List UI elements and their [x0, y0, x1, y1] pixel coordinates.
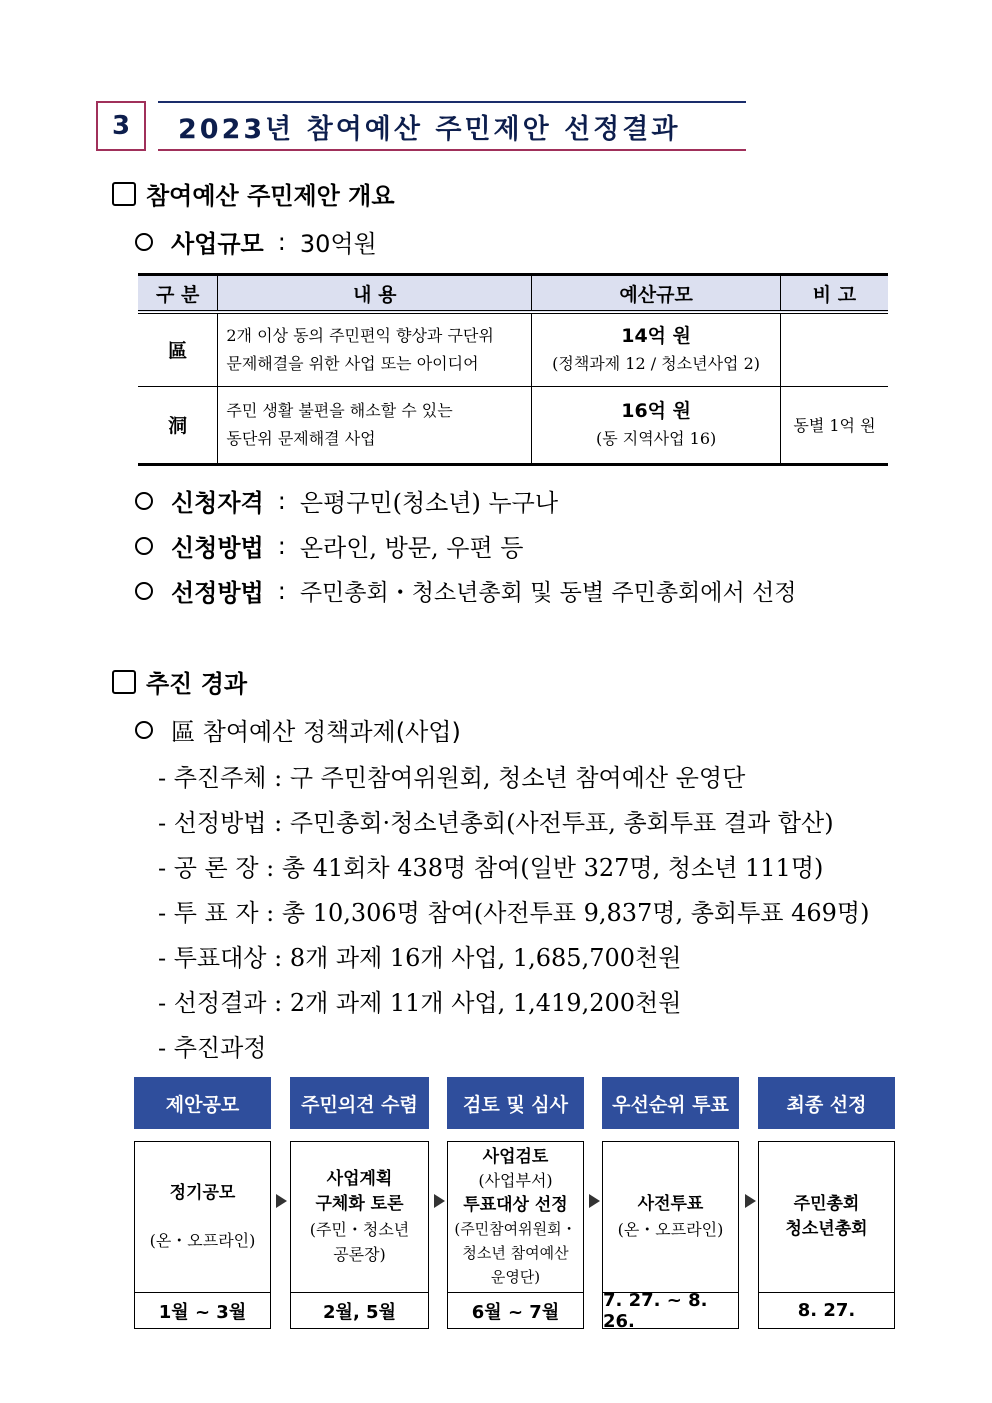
stage-body: [134, 1141, 271, 1293]
overview-heading-text: 참여예산 주민제안 개요: [146, 182, 395, 210]
stage-title: 우선순위 투표: [602, 1077, 739, 1129]
qualification-value: 은평구민(청소년) 누구나: [299, 489, 559, 517]
circle-bullet-icon: [135, 537, 153, 555]
row-content: [218, 312, 532, 386]
stage-body-main: 사업검토: [482, 1147, 549, 1167]
stage-title: 검토 및 심사: [447, 1077, 584, 1129]
results-line: - 선정방법 : 주민총회·청소년총회(사전투표, 총회투표 결과 합산): [158, 809, 834, 837]
separator: :: [277, 486, 286, 515]
stage-date: 8. 27.: [758, 1293, 895, 1329]
results-line: - 추진주체 : 구 주민참여위원회, 청소년 참여예산 운영단: [158, 764, 746, 792]
stage-body: [290, 1141, 429, 1293]
stage-date: 6월 ~ 7월: [447, 1293, 584, 1329]
results-heading-text: 추진 경과: [146, 670, 248, 698]
col-header-budget: 예산규모: [532, 275, 781, 313]
qualification-label: 신청자격: [171, 489, 264, 517]
stage-body-note: (주민참여위원회・ 청소년 참여예산 운영단): [454, 1220, 577, 1286]
selection-value: 주민총회・청소년총회 및 동별 주민총회에서 선정: [299, 580, 797, 606]
checkbox-square-icon: [112, 670, 136, 694]
stage-title: 제안공모: [134, 1077, 271, 1129]
stage-body-note: (온・오프라인): [617, 1220, 724, 1239]
arrow-right-icon: [589, 1194, 600, 1208]
row-content-line1: 주민 생활 불편을 해소할 수 있는: [226, 400, 453, 420]
stage-date: 2월, 5월: [290, 1293, 429, 1329]
stage-body-note: (주민・청소년 공론장): [309, 1220, 410, 1264]
circle-bullet-icon: [135, 492, 153, 510]
arrow-right-icon: [276, 1194, 287, 1208]
row-content-line1: 2개 이상 동의 주민편익 향상과 구단위: [226, 325, 494, 345]
stage-date: 1월 ~ 3월: [134, 1293, 271, 1329]
row-content-line2: 문제해결을 위한 사업 또는 아이디어: [226, 353, 479, 373]
stage-body: [758, 1141, 895, 1293]
stage-body-main: 사전투표: [637, 1194, 704, 1214]
row-budget-detail: (동 지역사업 16): [595, 428, 717, 448]
method-value: 온라인, 방문, 우편 등: [299, 534, 524, 562]
stage-body-main: 사업계획: [326, 1169, 393, 1189]
results-line: - 투 표 자 : 총 10,306명 참여(사전투표 9,837명, 총회투표 469명): [158, 899, 870, 927]
arrow-right-icon: [745, 1194, 756, 1208]
row-content: [218, 386, 532, 464]
results-line: - 공 론 장 : 총 41회차 438명 참여(일반 327명, 청소년 111명): [158, 854, 824, 882]
scale-item: [135, 224, 377, 259]
scale-value: 30억원: [299, 230, 377, 258]
results-sub-text: 區 참여예산 정책과제(사업): [171, 718, 461, 746]
stage-body-main: 정기공모: [169, 1183, 236, 1203]
separator: :: [277, 576, 286, 605]
row-gubun: 洞: [138, 386, 218, 464]
row-note: 동별 1억 원: [780, 386, 888, 464]
results-line: - 선정결과 : 2개 과제 11개 사업, 1,419,200천원: [158, 989, 682, 1017]
row-budget-amount: 16억 원: [621, 399, 691, 422]
row-budget: [532, 386, 781, 464]
page-title: 2023년 참여예산 주민제안 선정결과: [158, 101, 746, 151]
selection-label: 선정방법: [171, 579, 264, 607]
row-budget: [532, 312, 781, 386]
stage-body-subnote: (사업부서): [478, 1171, 553, 1190]
arrow-right-icon: [434, 1194, 445, 1208]
results-line: - 투표대상 : 8개 과제 16개 사업, 1,685,700천원: [158, 944, 682, 972]
results-heading: [112, 664, 247, 699]
flow-stage: [758, 1077, 895, 1329]
flow-stage: [134, 1077, 271, 1329]
row-budget-detail: (정책과제 12 / 청소년사업 2): [552, 353, 761, 373]
results-line: - 추진과정: [158, 1034, 267, 1062]
scale-label: 사업규모: [171, 230, 264, 258]
col-header-note: 비 고: [780, 275, 888, 313]
table-header-row: [138, 275, 888, 313]
method-item: [135, 528, 523, 563]
stage-date: 7. 27. ~ 8. 26.: [602, 1293, 739, 1329]
flow-stage: [447, 1077, 584, 1329]
stage-title: 최종 선정: [758, 1077, 895, 1129]
results-sub-item: [135, 712, 461, 747]
circle-bullet-icon: [135, 582, 153, 600]
stage-body-main2: 청소년총회: [785, 1219, 868, 1239]
flow-stage: [290, 1077, 429, 1329]
table-row: [138, 312, 888, 386]
stage-title: 주민의견 수렴: [290, 1077, 429, 1129]
method-label: 신청방법: [171, 534, 264, 562]
stage-body-note: (온・오프라인): [149, 1231, 256, 1250]
flow-stage: [602, 1077, 739, 1332]
qualification-item: [135, 483, 558, 518]
stage-body-main2: 구체화 토론: [315, 1194, 404, 1214]
table-row: [138, 386, 888, 464]
separator: :: [277, 227, 286, 256]
selection-item: [135, 573, 796, 608]
col-header-content: 내 용: [218, 275, 532, 313]
circle-bullet-icon: [135, 233, 153, 251]
section-number: 3: [96, 101, 146, 151]
overview-table: [138, 273, 888, 466]
stage-body: [447, 1141, 584, 1293]
row-note: [780, 312, 888, 386]
checkbox-square-icon: [112, 182, 136, 206]
stage-body: [602, 1141, 739, 1293]
stage-body-main2: 투표대상 선정: [463, 1195, 568, 1215]
row-gubun: 區: [138, 312, 218, 386]
row-budget-amount: 14억 원: [621, 324, 691, 347]
circle-bullet-icon: [135, 721, 153, 739]
stage-body-main: 주민총회: [793, 1194, 860, 1214]
overview-heading: [112, 176, 395, 211]
row-content-line2: 동단위 문제해결 사업: [226, 428, 376, 448]
col-header-gubun: 구 분: [138, 275, 218, 313]
separator: :: [277, 531, 286, 560]
